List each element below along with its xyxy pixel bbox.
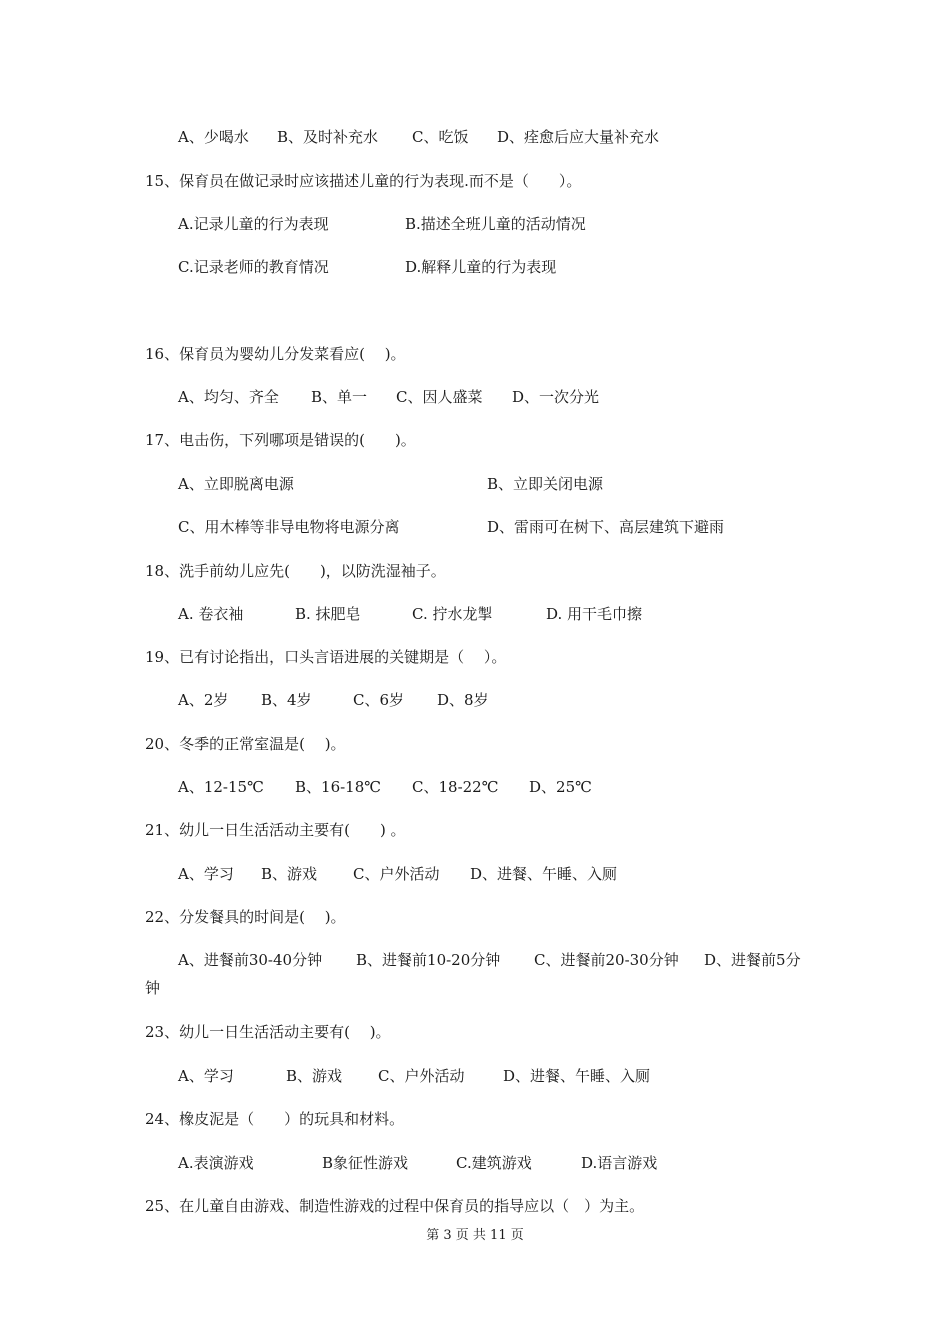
- q24-option-a: A.表演游戏: [178, 1154, 254, 1172]
- q15-option-c: C.记录老师的教育情况: [178, 258, 329, 276]
- q17-option-c: C、用木棒等非导电物将电源分离: [178, 518, 400, 536]
- q17-option-b: B、立即关闭电源: [487, 475, 604, 493]
- q22-option-d: D、进餐前5分: [704, 951, 801, 969]
- q20-option-c: C、18-22℃: [412, 778, 499, 796]
- q20-option-d: D、25℃: [529, 778, 592, 796]
- q17-option-d: D、雷雨可在树下、高层建筑下避雨: [487, 518, 725, 536]
- q22-option-c: C、进餐前20-30分钟: [534, 951, 679, 969]
- q16-option-d: D、一次分光: [512, 388, 600, 406]
- q19-option-b: B、4岁: [261, 691, 312, 709]
- q15-option-a: A.记录儿童的行为表现: [178, 215, 329, 233]
- q21-option-b: B、游戏: [261, 865, 318, 883]
- q20-option-b: B、16-18℃: [295, 778, 382, 796]
- q18-stem: 18、洗手前幼儿应先( )，以防洗湿袖子。: [145, 562, 446, 580]
- q19-option-c: C、6岁: [353, 691, 405, 709]
- q22-option-a: A、进餐前30-40分钟: [178, 951, 323, 969]
- q23-stem: 23、幼儿一日生活活动主要有( )。: [145, 1023, 391, 1041]
- q18-option-a: A. 卷衣袖: [178, 605, 244, 623]
- q16-stem: 16、保育员为婴幼儿分发菜看应( )。: [145, 345, 406, 363]
- q24-option-b: B象征性游戏: [322, 1154, 409, 1172]
- q20-option-a: A、12-15℃: [178, 778, 264, 796]
- q16-option-b: B、单一: [311, 388, 368, 406]
- q18-option-b: B. 抹肥皂: [295, 605, 361, 623]
- q16-option-c: C、因人盛菜: [396, 388, 483, 406]
- q23-option-c: C、户外活动: [378, 1067, 465, 1085]
- q24-option-c: C.建筑游戏: [456, 1154, 532, 1172]
- q22-option-d-continuation: 钟: [145, 979, 161, 997]
- q19-option-d: D、8岁: [437, 691, 489, 709]
- q21-option-c: C、户外活动: [353, 865, 440, 883]
- q23-option-d: D、进餐、午睡、入厕: [503, 1067, 651, 1085]
- q17-option-a: A、立即脱离电源: [178, 475, 294, 493]
- q22-option-b: B、进餐前10-20分钟: [356, 951, 501, 969]
- q22-stem: 22、分发餐具的时间是( )。: [145, 908, 346, 926]
- page-footer: 第 3 页 共 11 页: [426, 1228, 524, 1243]
- q14-option-a: A、少喝水: [178, 128, 249, 146]
- q14-option-c: C、吃饭: [412, 128, 469, 146]
- q24-stem: 24、橡皮泥是（ ）的玩具和材料。: [145, 1110, 405, 1128]
- q23-option-b: B、游戏: [286, 1067, 343, 1085]
- q16-option-a: A、均匀、齐全: [178, 388, 279, 406]
- q15-option-b: B.描述全班儿童的活动情况: [405, 215, 586, 233]
- q18-option-c: C. 拧水龙掣: [412, 605, 493, 623]
- q21-option-d: D、进餐、午睡、入厕: [470, 865, 618, 883]
- q15-option-d: D.解释儿童的行为表现: [405, 258, 557, 276]
- q25-stem: 25、在儿童自由游戏、制造性游戏的过程中保育员的指导应以（ ）为主。: [145, 1197, 645, 1215]
- q19-option-a: A、2岁: [178, 691, 229, 709]
- q21-stem: 21、幼儿一日生活活动主要有( ) 。: [145, 821, 406, 839]
- q19-stem: 19、已有讨论指出，口头言语进展的关键期是（ ）。: [145, 648, 507, 666]
- q14-option-d: D、痊愈后应大量补充水: [497, 128, 660, 146]
- q24-option-d: D.语言游戏: [581, 1154, 658, 1172]
- q20-stem: 20、冬季的正常室温是( )。: [145, 735, 346, 753]
- q23-option-a: A、学习: [178, 1067, 234, 1085]
- q18-option-d: D. 用干毛巾擦: [546, 605, 643, 623]
- q14-option-b: B、及时补充水: [277, 128, 379, 146]
- q21-option-a: A、学习: [178, 865, 234, 883]
- q15-stem: 15、保育员在做记录时应该描述儿童的行为表现.而不是（ ）。: [145, 172, 582, 190]
- q17-stem: 17、电击伤，下列哪项是错误的( )。: [145, 431, 416, 449]
